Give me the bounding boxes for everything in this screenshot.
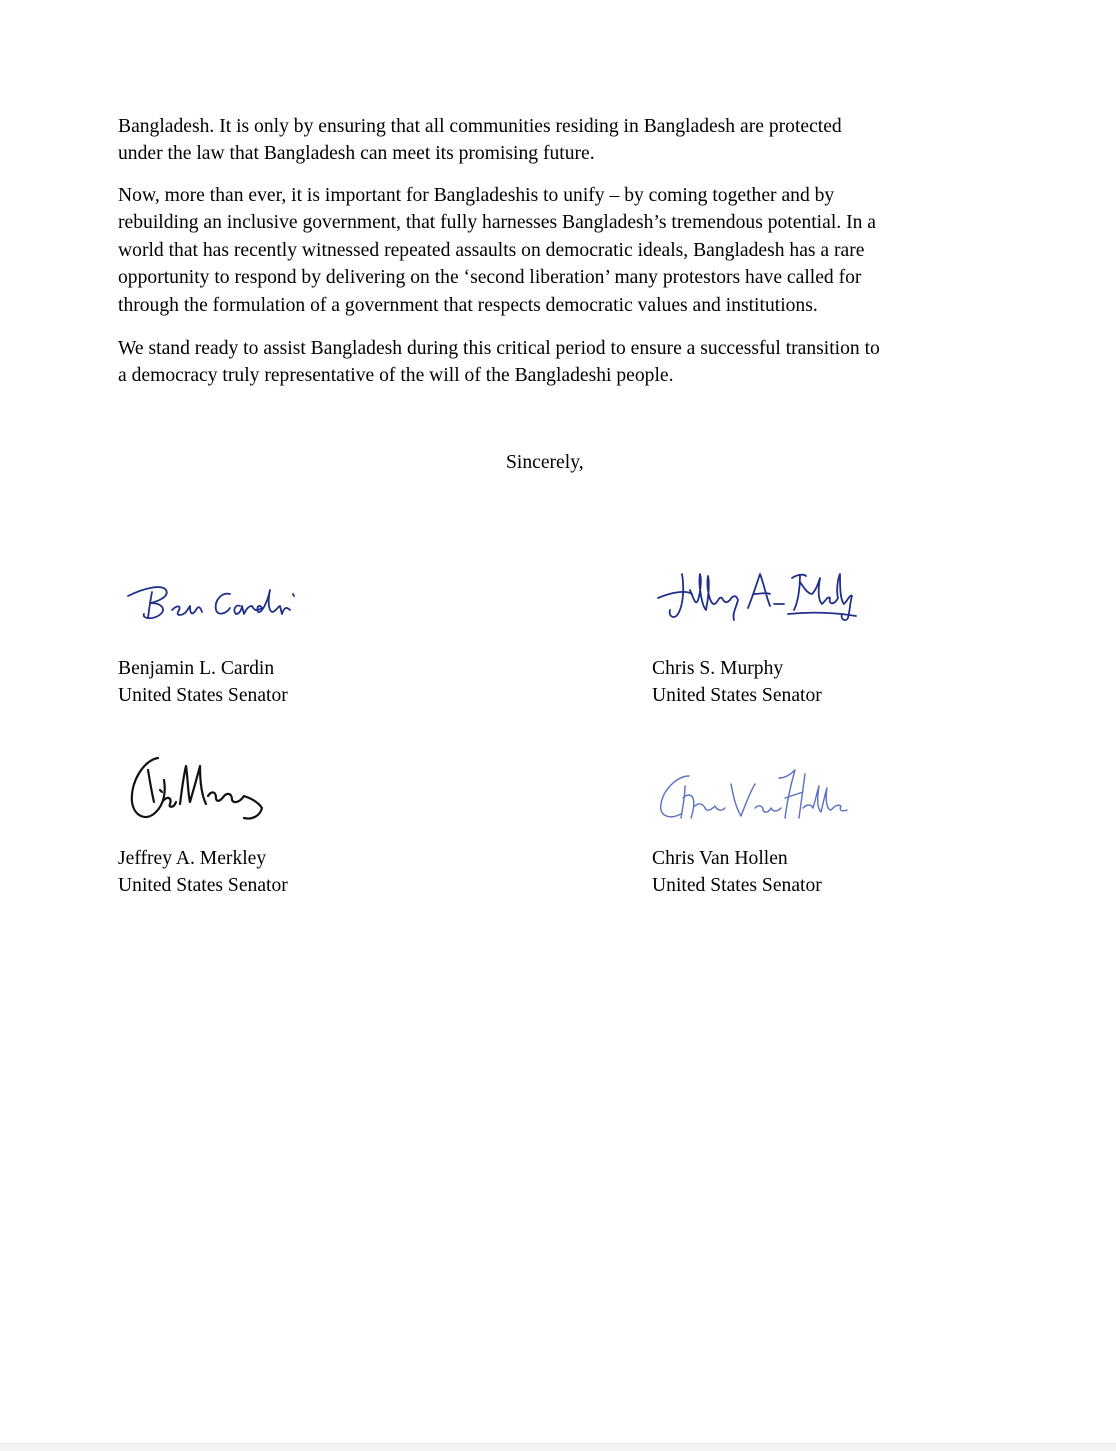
- signature-van-hollen-image: [655, 762, 850, 826]
- signature-cardin-image: [122, 570, 312, 630]
- signature-block-murphy: [652, 656, 822, 709]
- signature-merkley-image: [652, 560, 862, 630]
- signatory-name: Benjamin L. Cardin: [118, 658, 275, 679]
- signature-murphy-image: [124, 752, 274, 830]
- signatory-title: United States Senator: [652, 874, 822, 896]
- signature-block-cardin: [118, 656, 288, 709]
- paragraph-line: a democracy truly representative of the will of the Bangladeshi people.: [118, 365, 674, 387]
- paragraph-line: Bangladesh. It is only by ensuring that all communities residing in Bangladesh are protected: [118, 116, 842, 137]
- signatory-name: Jeffrey A. Merkley: [118, 848, 267, 869]
- signature-block-van-hollen: [652, 846, 822, 899]
- signatory-name: Chris S. Murphy: [652, 658, 784, 679]
- paragraph-line: Now, more than ever, it is important for Bangladeshis to unify – by coming together and by: [118, 185, 835, 206]
- letter-paragraph-1: [118, 113, 998, 168]
- signatory-title: United States Senator: [652, 684, 822, 706]
- paragraph-line: under the law that Bangladesh can meet its promising future.: [118, 143, 595, 165]
- paragraph-line: world that has recently witnessed repeated assaults on democratic ideals, Bangladesh has a rare: [118, 239, 865, 261]
- signatory-title: United States Senator: [118, 684, 288, 706]
- letter-paragraph-3: [118, 335, 998, 390]
- paragraph-line: We stand ready to assist Bangladesh during this critical period to ensure a successful transition to: [118, 338, 880, 359]
- signatory-name: Chris Van Hollen: [652, 848, 788, 869]
- signature-block-merkley: [118, 846, 288, 899]
- paragraph-line: rebuilding an inclusive government, that fully harnesses Bangladesh’s tremendous potential. In a: [118, 212, 876, 234]
- paragraph-line: through the formulation of a government that respects democratic values and institutions.: [118, 294, 818, 316]
- letter-paragraph-2: [118, 182, 998, 319]
- signatory-title: United States Senator: [118, 874, 288, 896]
- paragraph-line: opportunity to respond by delivering on the ‘second liberation’ many protestors have called for: [118, 267, 862, 289]
- letter-closing: Sincerely,: [506, 452, 584, 473]
